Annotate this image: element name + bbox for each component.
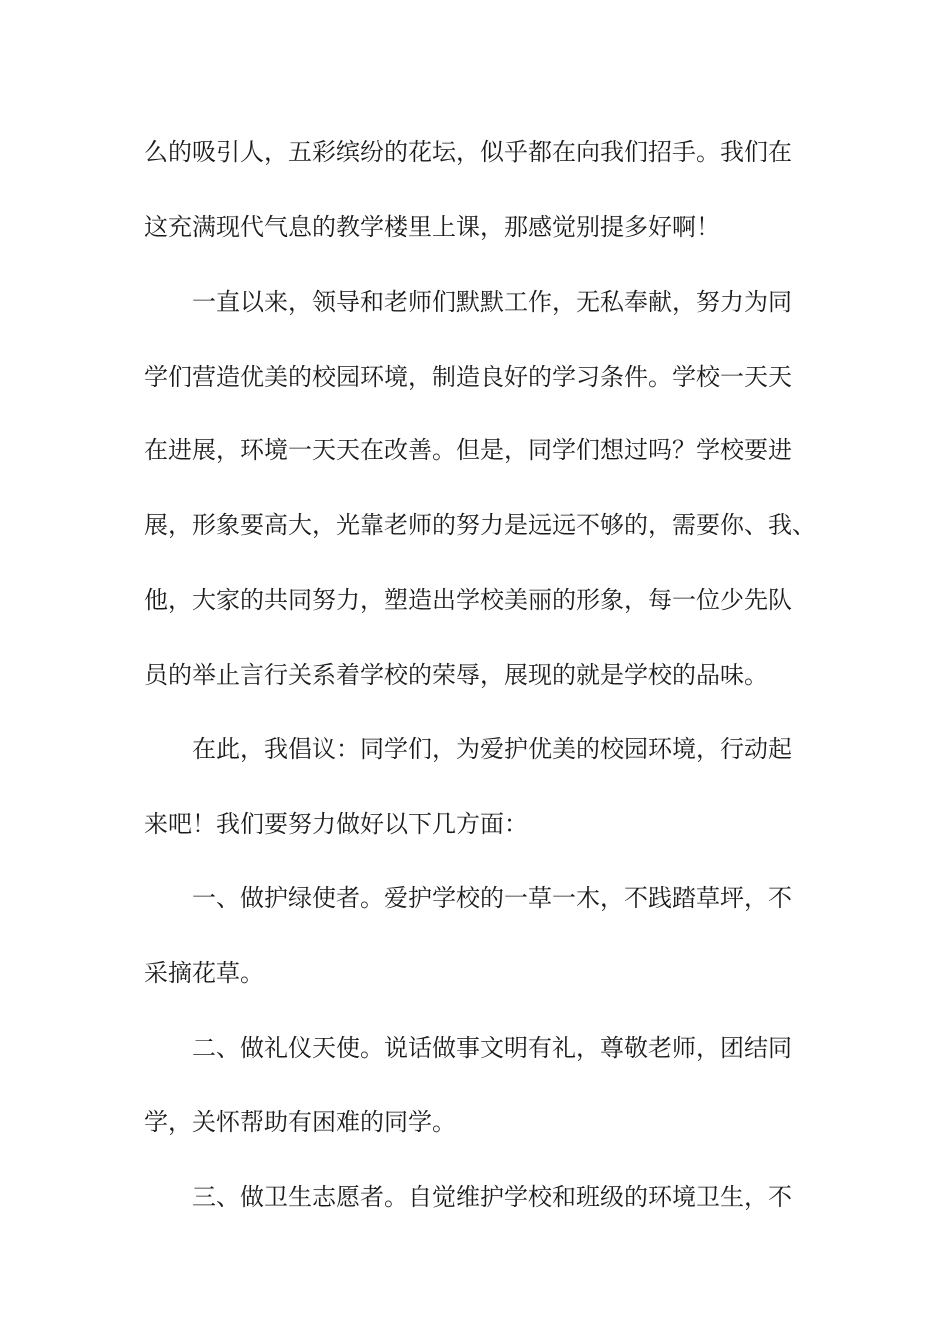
text-line: 学，关怀帮助有困难的同学。 [144, 1108, 456, 1136]
paragraph-start-line: 一、做护绿使者。爱护学校的一草一木，不践踏草坪，不 [192, 884, 792, 912]
text-line: 他，大家的共同努力，塑造出学校美丽的形象，每一位少先队 [144, 586, 792, 614]
text-line: 员的举止言行关系着学校的荣辱，展现的就是学校的品味。 [144, 661, 768, 689]
text-line: 在进展，环境一天天在改善。但是，同学们想过吗？学校要进 [144, 436, 792, 464]
text-line: 展，形象要高大，光靠老师的努力是远远不够的，需要你、我、 [144, 511, 816, 539]
paragraph-start-line: 在此，我倡议：同学们，为爱护优美的校园环境，行动起 [192, 735, 792, 763]
text-line: 这充满现代气息的教学楼里上课，那感觉别提多好啊！ [144, 213, 720, 241]
text-line: 采摘花草。 [144, 959, 264, 987]
text-line: 学们营造优美的校园环境，制造良好的学习条件。学校一天天 [144, 363, 792, 391]
paragraph-start-line: 二、做礼仪天使。说话做事文明有礼，尊敬老师，团结同 [192, 1034, 792, 1062]
paragraph-start-line: 一直以来，领导和老师们默默工作，无私奉献，努力为同 [192, 288, 792, 316]
paragraph-start-line: 三、做卫生志愿者。自觉维护学校和班级的环境卫生，不 [192, 1183, 792, 1211]
text-line: 来吧！我们要努力做好以下几方面： [144, 810, 528, 838]
text-line: 么的吸引人，五彩缤纷的花坛，似乎都在向我们招手。我们在 [144, 138, 792, 166]
